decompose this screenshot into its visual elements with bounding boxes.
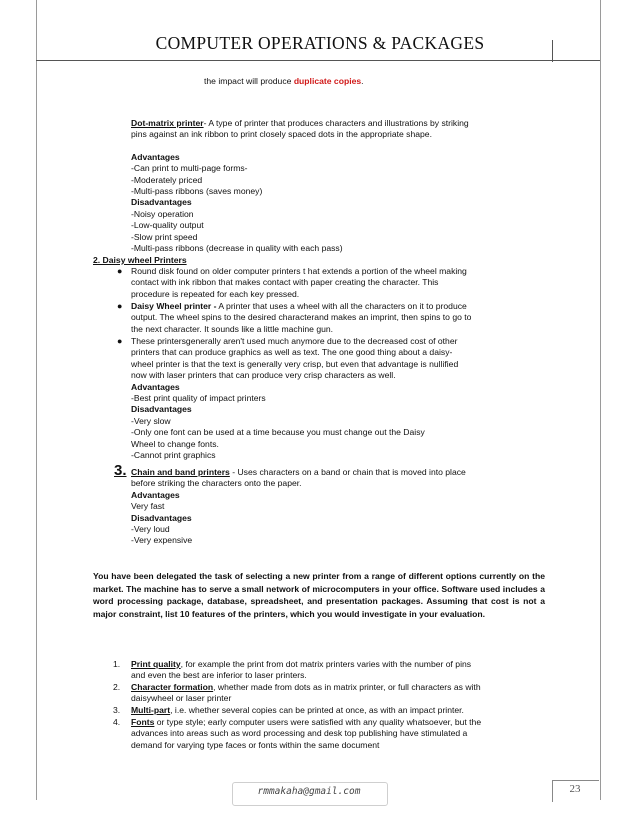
header-rule: [36, 60, 600, 61]
list-item: -Slow print speed: [131, 231, 198, 242]
page-number: 23: [569, 783, 581, 795]
chain-disadvantages-heading: Disadvantages: [131, 512, 192, 523]
chain-advantages-heading: Advantages: [131, 489, 180, 500]
dot-matrix-line-1: Dot-matrix printer- A type of printer that produces characters and illustrations by striking: [131, 118, 469, 128]
feature-item: Multi-part, i.e. whether several copies can be printed at once, as with an impact printer.: [131, 705, 464, 715]
daisy-bullet-3: These printersgenerally aren't used much anymore due to the decreased cost of other printers that can produce graphics as well as text. The one good thing about a daisy- wheel printer is that the text is generally very crisp, but even that advantage is nullified now with laser printers that can produce very crisp characters as well. Advantages -Best print quality of impact printers Disadvantages -Very slow -Only one font can be used at a time because you must change out the Daisy Wheel to change fonts. -Cannot print graphics: [131, 336, 551, 461]
feature-term: Print quality: [131, 659, 181, 669]
dot-matrix-advantages-heading: Advantages: [131, 151, 180, 162]
feature-item: Print quality, for example the print from dot matrix printers varies with the number of pins and even the best are inferior to laser printers.: [131, 659, 472, 681]
list-item: -Very slow: [131, 415, 171, 426]
task-question: You have been delegated the task of selecting a new printer from a range of different options currently on the market. The machine has to serve a small network of microcomputers in your office. Software used includes a word processing package, database, spreadsheet, and presentation packages. Assuming that cost is not a major constraint, list 10 features of the printers, which you would investigate in your evaluation.: [93, 571, 545, 619]
list-item: Very fast: [131, 501, 165, 512]
daisy-bullet-1: Round disk found on older computer printers t hat extends a portion of the wheel making contact with ink ribbon that makes contact with paper creating the character. This procedure is repeated for each key pressed.: [131, 266, 467, 299]
feature-term: Fonts: [131, 717, 155, 727]
daisy-disadvantages-heading: Disadvantages: [131, 404, 192, 415]
daisy-bullet-2: Daisy Wheel printer - A printer that uses a wheel with all the characters on it to produce output. The wheel spins to the desired characterand makes an imprint, then spins to go to the next character. It sounds like a little machine gun.: [131, 301, 472, 334]
daisy-advantages-heading: Advantages: [131, 381, 180, 392]
duplicate-copies-highlight: duplicate copies: [293, 76, 362, 86]
feature-item: Fonts or type style; early computer users were satisfied with any quality whatsoever, but the advances into areas such as word processing and desk top publishing have stimulated a demand for varying type faces or fonts within the same document: [131, 717, 482, 750]
impact-line: the impact will produce duplicate copies.: [204, 76, 364, 86]
list-item: -Low-quality output: [131, 220, 204, 231]
chain-band-term: Chain and band printers: [131, 467, 230, 477]
footer-email: rmmakaha@gmail.com: [257, 786, 361, 797]
list-item: -Multi-pass ribbons (decrease in quality with each pass): [131, 243, 343, 254]
feature-item: Character formation, whether made from dots as in matrix printer, or full characters as with daisywheel or laser printer: [131, 682, 481, 704]
list-item: -Cannot print graphics: [131, 450, 216, 461]
list-item: -Multi-pass ribbons (saves money): [131, 186, 263, 197]
feature-number: 3.: [113, 705, 121, 715]
daisy-wheel-term: Daisy Wheel printer -: [131, 301, 217, 311]
list-item: -Best print quality of impact printers: [131, 393, 266, 404]
list-item: -Moderately priced: [131, 174, 203, 185]
dot-matrix-section: [131, 118, 541, 254]
bullet-icon: ●: [117, 336, 123, 346]
feature-term: Multi-part: [131, 705, 171, 715]
list-item: -Very expensive: [131, 535, 193, 546]
bullet-icon: ●: [117, 301, 123, 311]
daisy-wheel-heading: 2. Daisy wheel Printers: [93, 255, 187, 265]
list-item: -Only one font can be used at a time because you must change out the Daisy: [131, 427, 425, 438]
list-item: -Noisy operation: [131, 208, 194, 219]
page-title: COMPUTER OPERATIONS & PACKAGES: [155, 33, 485, 53]
dot-matrix-disadvantages-heading: Disadvantages: [131, 197, 192, 208]
list-item: Wheel to change fonts.: [131, 438, 219, 449]
feature-term: Character formation: [131, 682, 214, 692]
page-number-rule: [552, 780, 599, 781]
chain-band-section: Chain and band printers - Uses characters on a band or chain that is moved into place before striking the characters onto the paper. Advantages Very fast Disadvantages -Very loud -Very expensive: [131, 467, 551, 547]
feature-number: 2.: [113, 682, 121, 692]
chain-number: 3.: [114, 462, 127, 479]
feature-number: 4.: [113, 717, 121, 727]
list-item: -Very loud: [131, 524, 170, 535]
bullet-icon: ●: [117, 266, 123, 276]
page-number-divider: [552, 780, 553, 802]
dot-matrix-line-2: pins against an ink ribbon to print closely spaced dots in the appropriate shape.: [131, 129, 432, 140]
list-item: -Can print to multi-page forms-: [131, 163, 248, 174]
dot-matrix-term: Dot-matrix printer: [131, 118, 204, 128]
feature-number: 1.: [113, 659, 121, 669]
